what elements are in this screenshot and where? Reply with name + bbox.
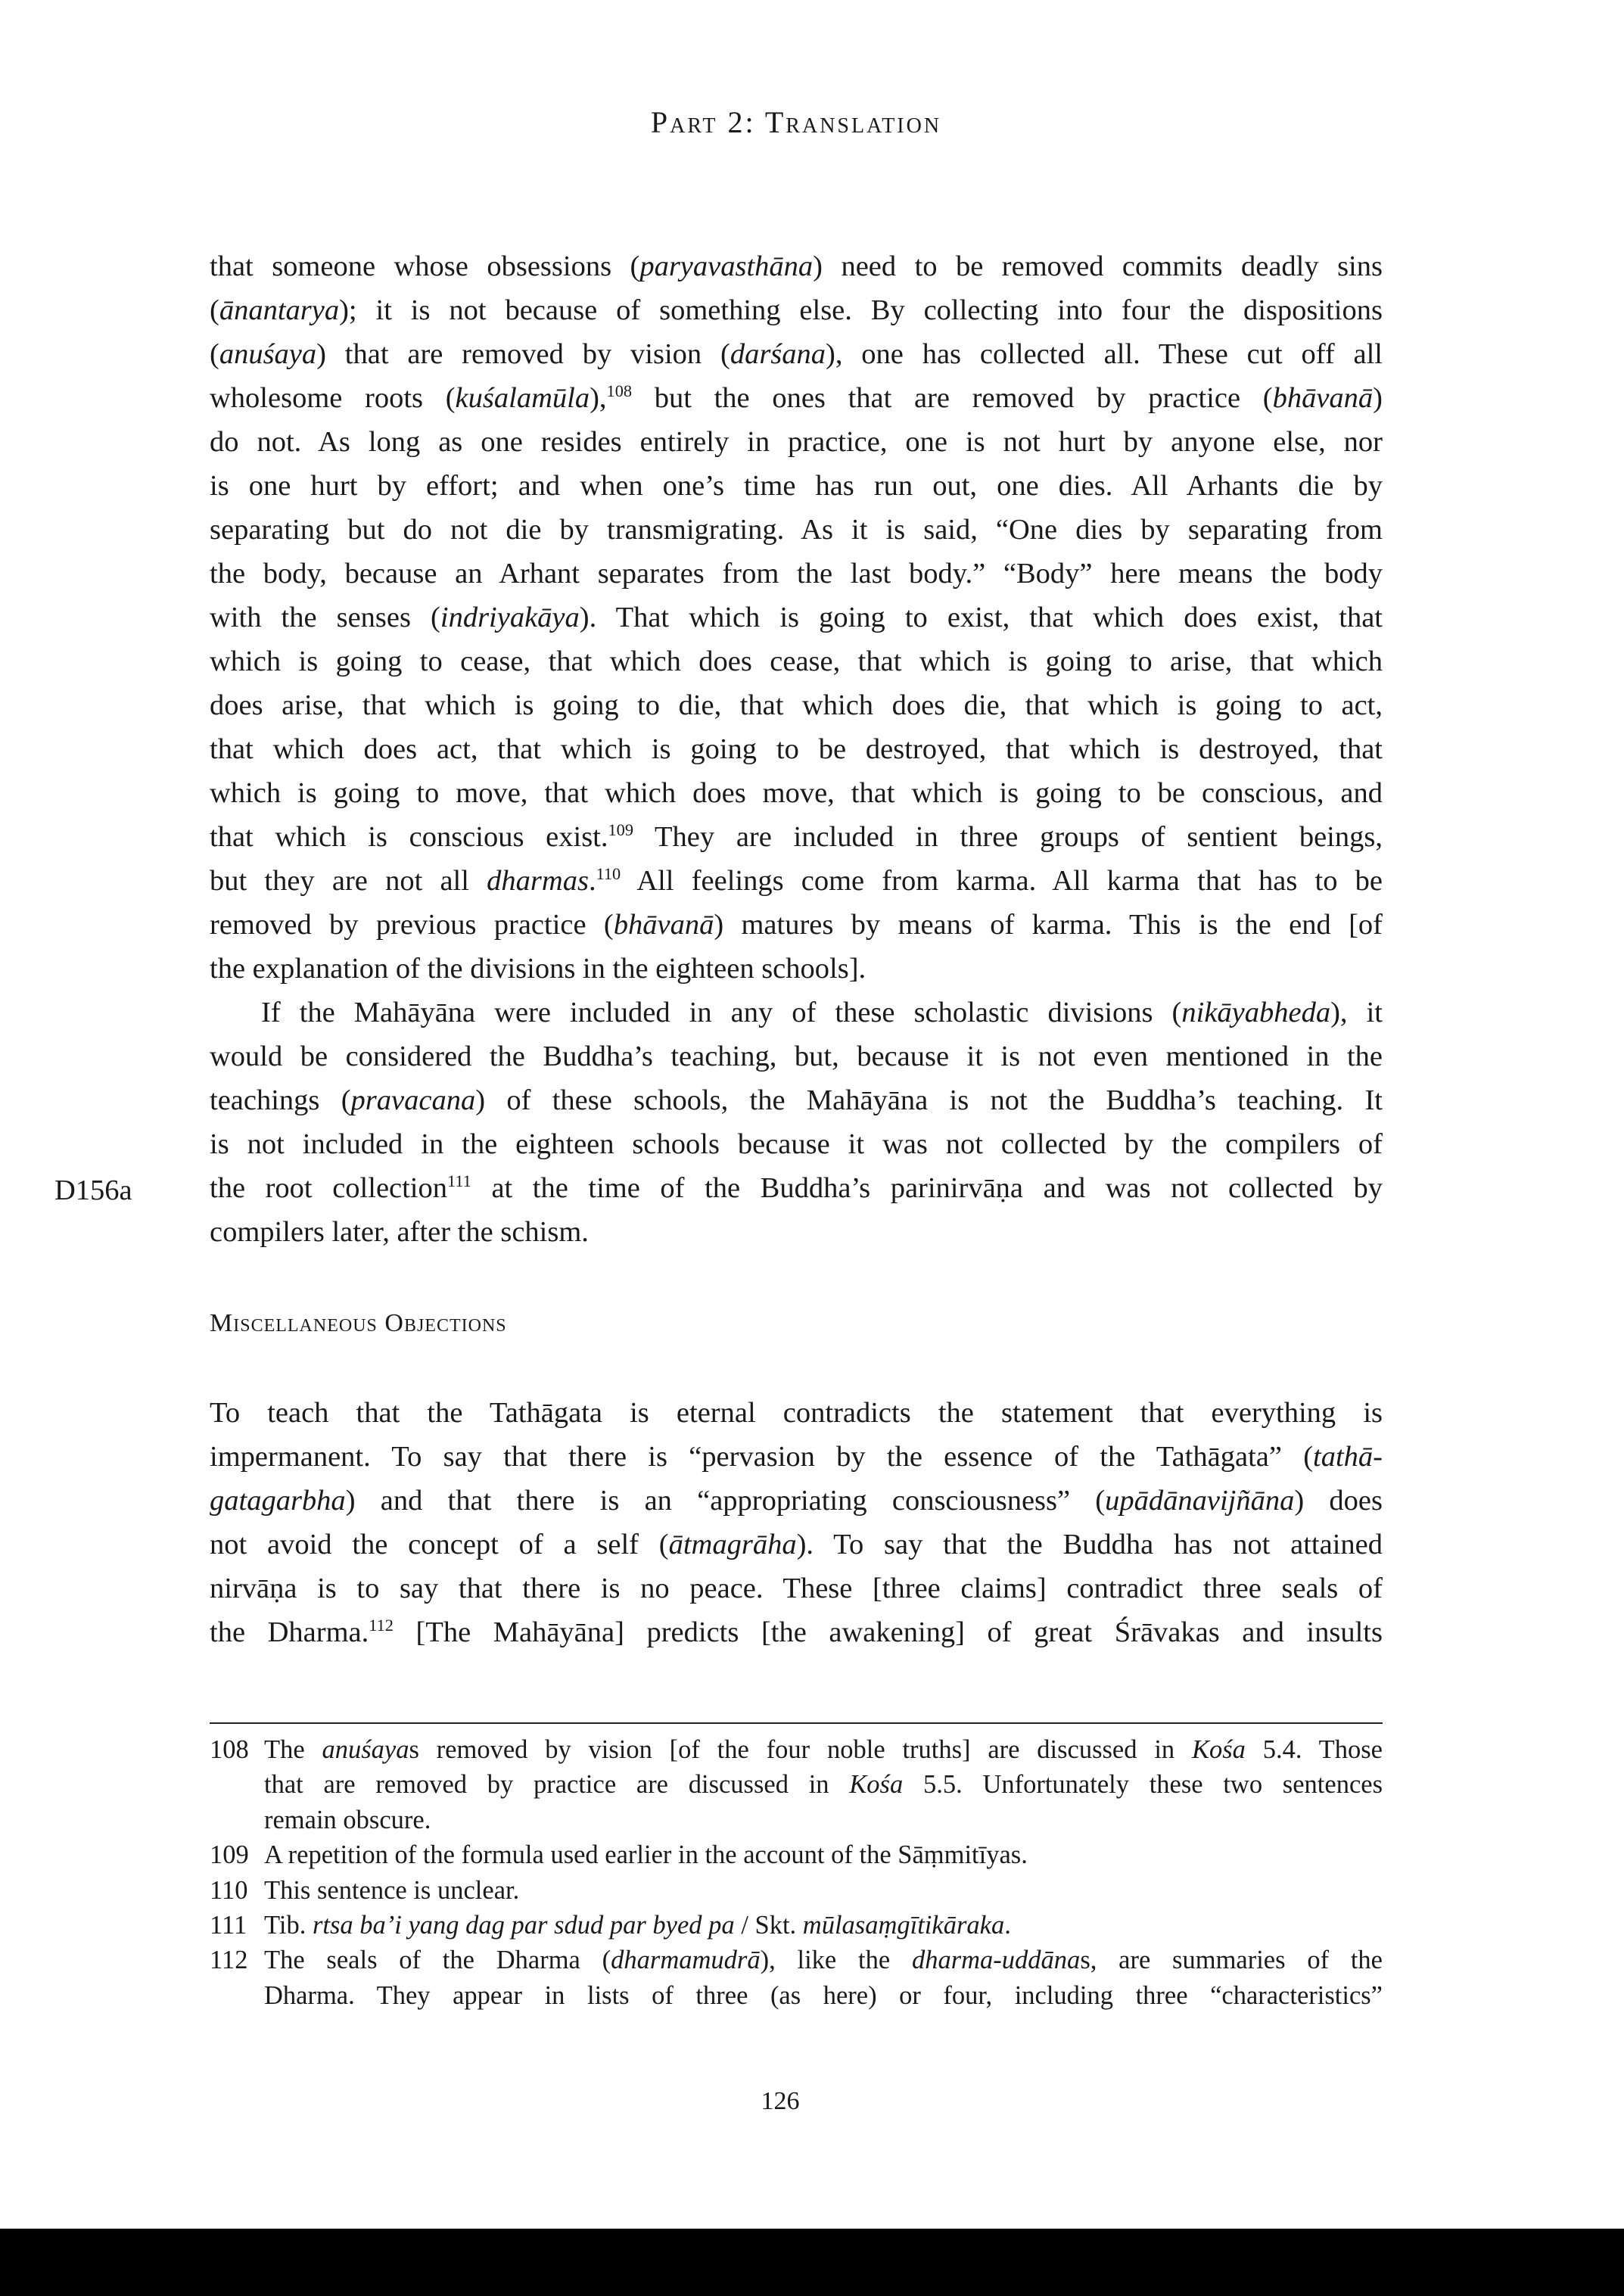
text-line: wholesome roots (kuśalamūla),$^{108}$ but the ones that are removed by practice (bhāvanā) — [210, 381, 1383, 414]
text-line: is one hurt by effort; and when one’s time has run out, one dies. All Arhants die by — [210, 470, 1383, 502]
text-line: do not. As long as one resides entirely in practice, one is not hurt by anyone else, nor — [210, 426, 1383, 458]
text-line: remain obscure. — [264, 1805, 431, 1834]
text-line: Dharma. They appear in lists of three (as here) or four, including three “characteristics” — [264, 1980, 1383, 2010]
footnote-ref: 111 — [447, 1171, 471, 1191]
section-paragraph — [210, 1391, 1383, 1654]
footnote-ref: 110 — [596, 864, 621, 884]
text-line: nirvāṇa is to say that there is no peace. These [three claims] contradict three seals of — [210, 1573, 1383, 1604]
footnote-number: 108 — [210, 1735, 249, 1764]
text-line: The seals of the Dharma (dharmamudrā), like the dharma-uddānas, are summaries of the — [264, 1946, 1383, 1975]
footnote-number: 109 — [210, 1840, 249, 1870]
page-number: 126 — [761, 2087, 800, 2115]
text-line: (anuśaya) that are removed by vision (darśana), one has collected all. These cut off all — [210, 338, 1383, 370]
footnote-ref: 109 — [608, 820, 633, 840]
footnote-ref: 112 — [369, 1616, 394, 1635]
text-line: the body, because an Arhant separates from the last body.” “Body” here means the body — [210, 558, 1383, 590]
footnote — [210, 1873, 1383, 1908]
footnote — [210, 1943, 1383, 2013]
footnote-ref: 108 — [606, 381, 633, 401]
text-line: would be considered the Buddha’s teaching, but, because it is not even mentioned in the — [210, 1041, 1383, 1072]
text-line: teachings (pravacana) of these schools, the Mahāyāna is not the Buddha’s teaching. It — [210, 1084, 1383, 1116]
section-heading: Miscellaneous Objections — [210, 1309, 507, 1337]
text-line: not avoid the concept of a self (ātmagrāha). To say that the Buddha has not attained — [210, 1529, 1383, 1560]
text-line: The anuśayas removed by vision [of the four noble truths] are discussed in Kośa 5.4. Those — [264, 1735, 1383, 1764]
text-line: (ānantarya); it is not because of something else. By collecting into four the dispositions — [210, 294, 1383, 326]
text-line: impermanent. To say that there is “pervasion by the essence of the Tathāgata” (tathā- — [210, 1441, 1383, 1473]
text-line: gatagarbha) and that there is an “appropriating consciousness” (upādānavijñāna) does — [210, 1485, 1383, 1517]
footnote — [210, 1732, 1383, 1837]
footnote-number: 111 — [210, 1910, 247, 1940]
footnotes — [210, 1732, 1383, 2013]
footnote-number: 112 — [210, 1946, 248, 1975]
text-line: which is going to cease, that which does cease, that which is going to arise, that which — [210, 646, 1383, 677]
margin-folio-reference: D156a — [54, 1174, 132, 1206]
text-line: does arise, that which is going to die, that which does die, that which is going to act, — [210, 689, 1383, 721]
text-line: that someone whose obsessions (paryavasthāna) need to be removed commits deadly sins — [210, 250, 1383, 282]
text-line: separating but do not die by transmigrating. As it is said, “One dies by separating from — [210, 514, 1383, 546]
body-text — [210, 244, 1383, 1254]
text-line: This sentence is unclear. — [264, 1875, 520, 1905]
scan-border-band — [0, 2229, 1624, 2296]
text-line: with the senses (indriyakāya). That which is going to exist, that which does exist, that — [210, 602, 1383, 633]
footnote — [210, 1908, 1383, 1943]
text-line: the Dharma.$^{112}$ [The Mahāyāna] predicts [the awakening] of great Śrāvakas and insults — [210, 1616, 1383, 1648]
text-line: compilers later, after the schism. — [210, 1216, 589, 1248]
text-line: but they are not all dharmas.$^{110}$ All feelings come from karma. All karma that has to be — [210, 864, 1383, 897]
footnote — [210, 1837, 1383, 1872]
paragraph — [210, 991, 1383, 1254]
text-line: that are removed by practice are discussed in Kośa 5.5. Unfortunately these two sentences — [264, 1770, 1383, 1800]
footnote-number: 110 — [210, 1875, 248, 1905]
text-line: A repetition of the formula used earlier in the account of the Sāṃmitīyas. — [264, 1840, 1028, 1870]
text-line: the explanation of the divisions in the eighteen schools]. — [210, 953, 866, 985]
text-line: which is going to move, that which does move, that which is going to be conscious, and — [210, 777, 1383, 809]
text-line: Tib. rtsa ba’i yang dag par sdud par byed pa / Skt. mūlasaṃgītikāraka. — [264, 1910, 1011, 1940]
footnote-separator-rule — [210, 1722, 1383, 1724]
text-line: If the Mahāyāna were included in any of these scholastic divisions (nikāyabheda), it — [261, 997, 1383, 1028]
text-line: that which does act, that which is going to be destroyed, that which is destroyed, that — [210, 733, 1383, 765]
text-line: removed by previous practice (bhāvanā) matures by means of karma. This is the end [of — [210, 909, 1383, 941]
text-line: To teach that the Tathāgata is eternal contradicts the statement that everything is — [210, 1397, 1383, 1429]
running-header: Part 2: Translation — [650, 105, 942, 139]
text-line: is not included in the eighteen schools because it was not collected by the compilers of — [210, 1128, 1383, 1160]
paragraph — [210, 244, 1383, 991]
text-line: the root collection$^{111}$ at the time of the Buddha’s parinirvāṇa and was not collected by — [210, 1171, 1383, 1204]
text-line: that which is conscious exist.$^{109}$ They are included in three groups of sentient beings, — [210, 820, 1383, 853]
